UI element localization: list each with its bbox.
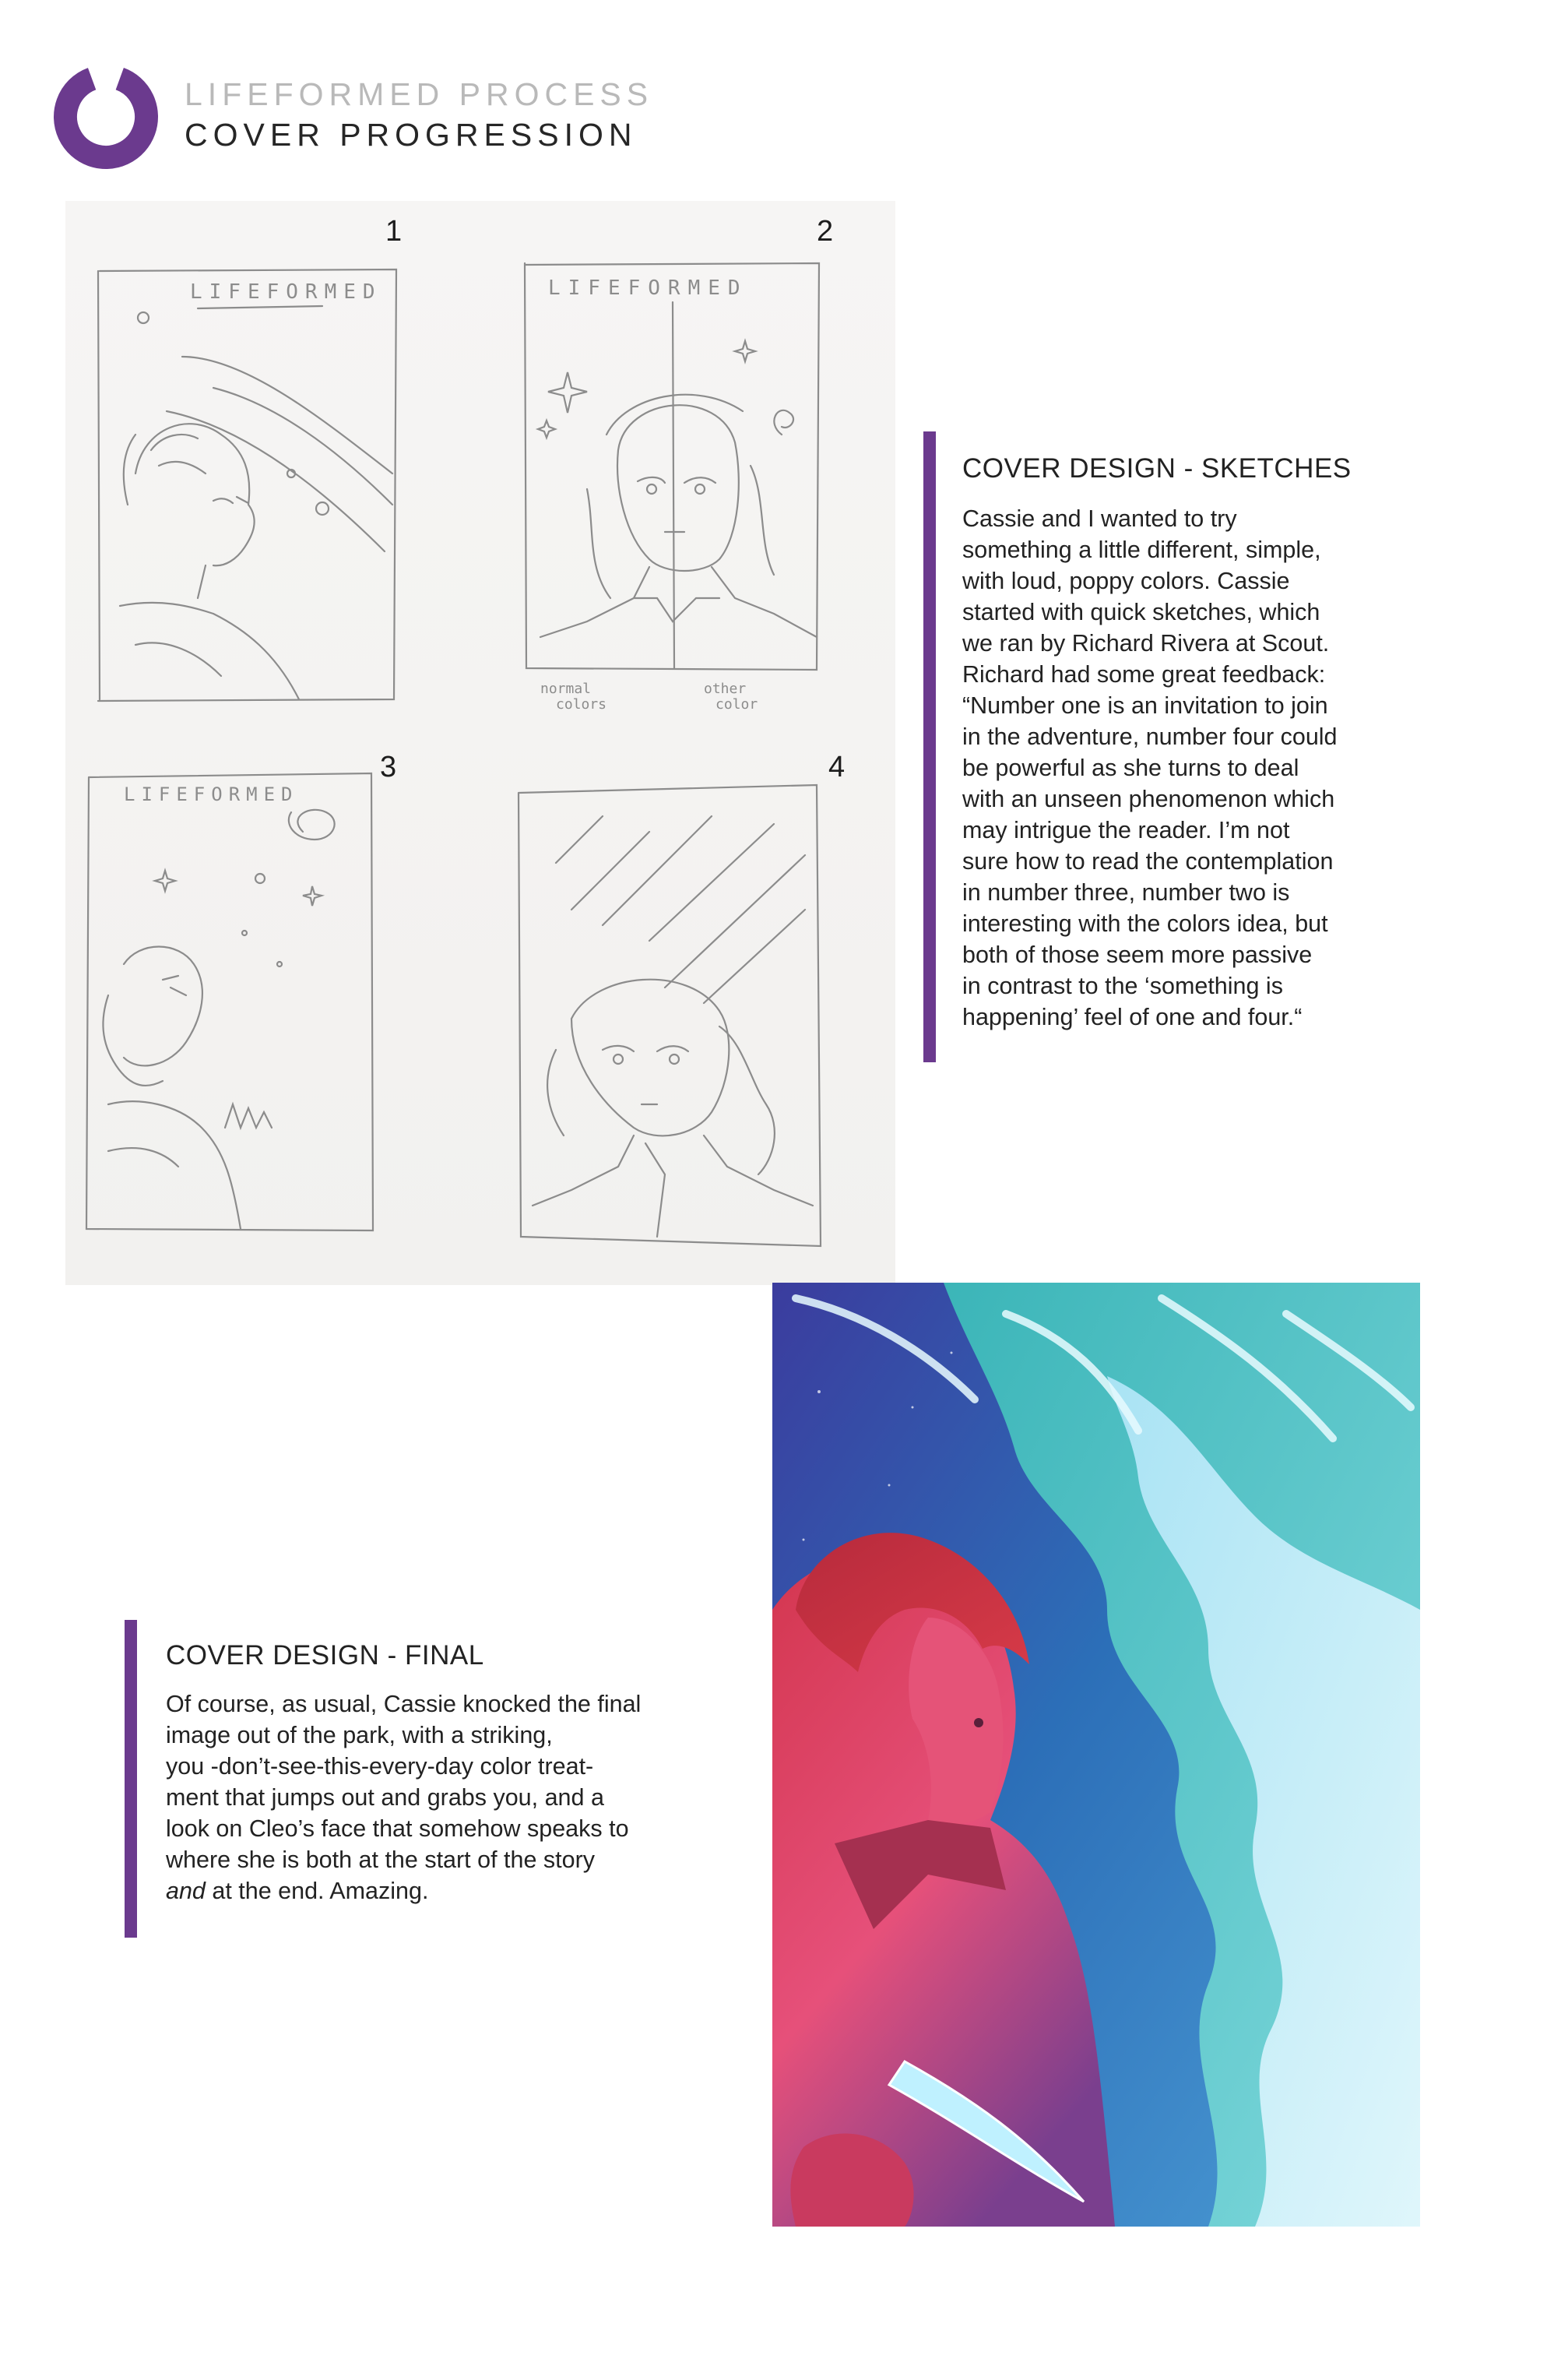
sketch-1-drawing <box>89 240 400 707</box>
sketch-2-number: 2 <box>817 215 834 248</box>
body-line: may intrigue the reader. I’m not <box>962 817 1290 843</box>
body-line: you -don’t-see-this-every-day color treat- <box>166 1753 594 1780</box>
sketch-2-note-4: color <box>715 696 758 713</box>
body-line: where she is both at the start of the story <box>166 1847 595 1873</box>
body-line: sure how to read the contemplation <box>962 848 1334 875</box>
body-line: interesting with the colors idea, but <box>962 910 1328 937</box>
body-line: “Number one is an invitation to join <box>962 692 1328 719</box>
body-line: with loud, poppy colors. Cassie <box>962 568 1290 594</box>
sketch-2-note-3: other <box>704 681 747 697</box>
sketches-section-title: COVER DESIGN - SKETCHES <box>962 453 1352 484</box>
body-line: image out of the park, with a striking, <box>166 1722 553 1748</box>
sketches-section-body <box>962 503 1338 1033</box>
page-title: COVER PROGRESSION <box>185 117 638 153</box>
body-line: we ran by Richard Rivera at Scout. <box>962 630 1330 657</box>
body-line-rest: at the end. Amazing. <box>205 1878 429 1904</box>
sketch-2-drawing <box>509 232 875 731</box>
final-cover-artwork <box>772 1283 1420 2227</box>
body-line: Richard had some great feedback: <box>962 661 1326 688</box>
sketch-2-note-2: colors <box>556 696 607 713</box>
sketch-3-drawing <box>77 762 404 1245</box>
final-section-title: COVER DESIGN - FINAL <box>166 1640 484 1671</box>
italic-word: and <box>166 1878 206 1904</box>
body-line: in the adventure, number four could <box>962 724 1338 750</box>
final-section-body <box>166 1688 641 1906</box>
sketch-3-number: 3 <box>380 751 397 783</box>
body-line: ment that jumps out and grabs you, and a <box>166 1784 604 1811</box>
body-line: in number three, number two is <box>962 879 1290 906</box>
header-kicker: LIFEFORMED PROCESS <box>185 76 654 112</box>
sketch-sheet <box>65 201 895 1285</box>
sketch-2-note-1: normal <box>540 681 592 697</box>
body-line: be powerful as she turns to deal <box>962 755 1299 781</box>
sketch-4-drawing <box>509 769 875 1268</box>
body-line: both of those seem more passive <box>962 942 1313 968</box>
sketches-accent-bar <box>923 431 936 1062</box>
body-line: happening’ feel of one and four.“ <box>962 1004 1303 1030</box>
final-accent-bar <box>125 1620 137 1938</box>
body-line: started with quick sketches, which <box>962 599 1320 625</box>
sketch-1-number: 1 <box>385 215 403 248</box>
brand-logo-ring-icon <box>51 62 160 171</box>
body-line: look on Cleo’s face that somehow speaks to <box>166 1815 629 1842</box>
cover-girl-eye <box>974 1718 983 1727</box>
sketch-2-title: LIFEFORMED <box>548 276 748 300</box>
body-line: something a little different, simple, <box>962 537 1321 563</box>
body-line: Of course, as usual, Cassie knocked the final <box>166 1691 642 1717</box>
sketch-4-number: 4 <box>828 751 846 783</box>
sketch-3-title: LIFEFORMED <box>124 783 299 805</box>
body-line-last <box>166 1875 641 1906</box>
sketch-1-title: LIFEFORMED <box>190 280 382 304</box>
body-line: Cassie and I wanted to try <box>962 505 1237 532</box>
body-line: with an unseen phenomenon which <box>962 786 1335 812</box>
body-line: in contrast to the ‘something is <box>962 973 1283 999</box>
